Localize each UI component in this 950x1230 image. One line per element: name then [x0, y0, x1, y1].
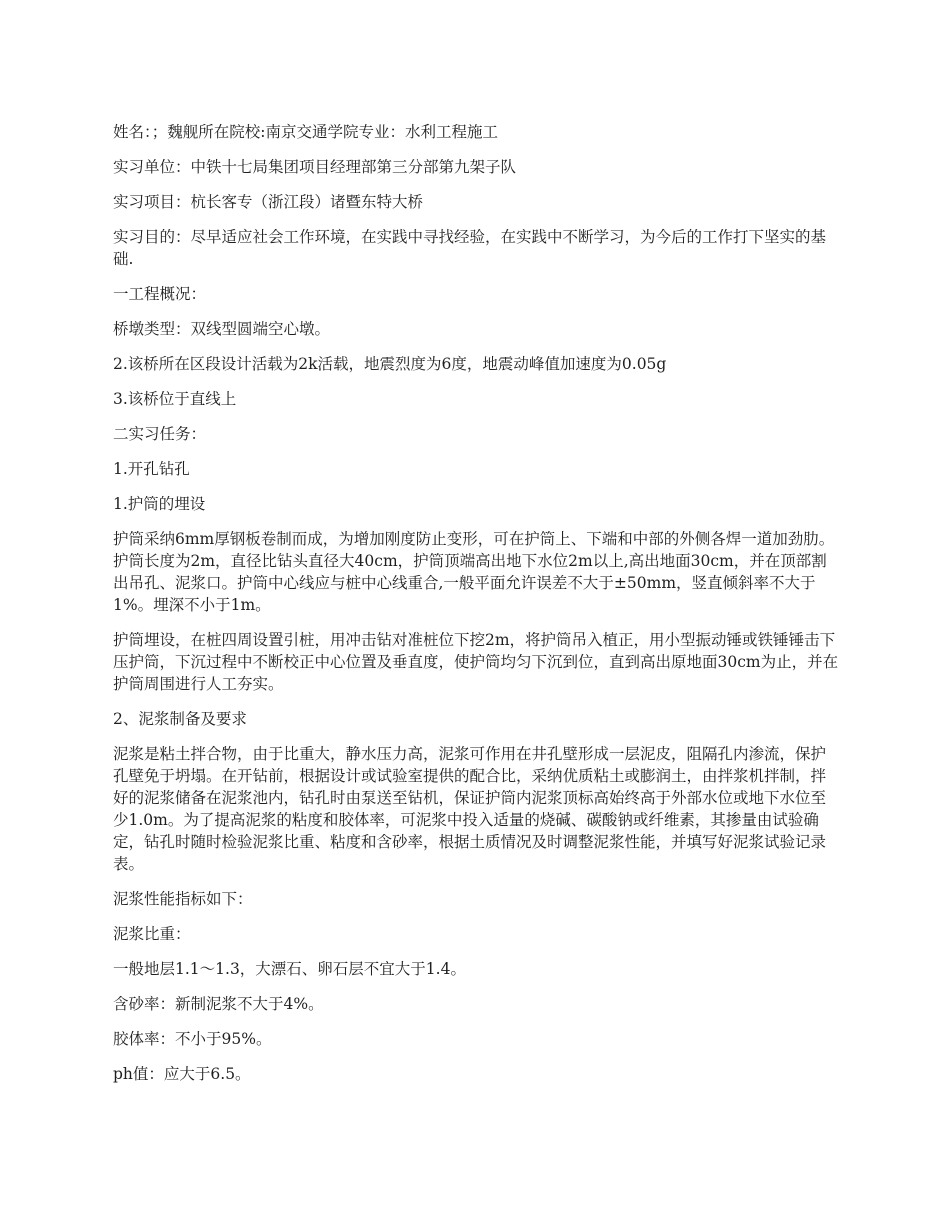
document-page: [113, 121, 840, 1098]
subheading-mud: 2、泥浆制备及要求: [113, 710, 247, 728]
colloid-rate-line: 胶体率：不小于95%。: [113, 1030, 272, 1048]
design-load-line: 2.该桥所在区段设计活载为2k活载，地震烈度为6度，地震动峰值加速度为0.05g: [113, 355, 667, 373]
ph-value-line: ph值：应大于6.5。: [113, 1065, 251, 1083]
section-heading-tasks: 二实习任务：: [113, 425, 207, 443]
casing-spec-paragraph: 护筒采纳6mm厚钢板卷制而成，为增加刚度防止变形，可在护筒上、下端和中部的外侧各焊一道加劲肋。护筒长度为2m，直径比钻头直径大40cm，护筒顶端高出地下水位2m以上,高出地面30cm，并在顶部割出吊孔、泥浆口。护筒中心线应与桩中心线重合,一般平面允许误差不大于±50mm，竖直倾斜率不大于1%。埋深不小于1m。: [113, 530, 835, 614]
mud-description-paragraph: 泥浆是粘土拌合物，由于比重大，静水压力高，泥浆可作用在井孔壁形成一层泥皮，阻隔孔内渗流，保护孔壁免于坍塌。在开钻前，根据设计或试验室提供的配合比，采纳优质粘土或膨润土，由拌浆机拌制，拌好的泥浆储备在泥浆池内，钻孔时由泵送至钻机，保证护筒内泥浆顶标高始终高于外部水位或地下水位至少1.0m。为了提高泥浆的粘度和胶体率，可泥浆中投入适量的烧碱、碳酸钠或纤维素，其掺量由试验确定，钻孔时随时检验泥浆比重、粘度和含砂率，根据土质情况及时调整泥浆性能，并填写好泥浆试验记录表。: [113, 745, 827, 873]
alignment-line: 3.该桥位于直线上: [113, 390, 237, 408]
casing-install-paragraph: 护筒埋设，在桩四周设置引桩，用冲击钻对准桩位下挖2m，将护筒吊入植正，用小型振动锤或铁锤锤击下压护筒，下沉过程中不断校正中心位置及垂直度，使护筒均匀下沉到位，直到高出原地面30cm为止，并在护筒周围进行人工夯实。: [113, 631, 839, 693]
sand-content-line: 含砂率：新制泥浆不大于4%。: [113, 995, 324, 1013]
mud-indicators-heading: 泥浆性能指标如下：: [113, 890, 253, 908]
student-info-line: 姓名：；魏舰所在院校:南京交通学院专业：水利工程施工: [113, 123, 498, 141]
internship-unit-line: 实习单位：中铁十七局集团项目经理部第三分部第九架子队: [113, 158, 517, 176]
mud-density-label: 泥浆比重：: [113, 925, 191, 943]
pier-type-line: 桥墩类型：双线型圆端空心墩。: [113, 320, 331, 338]
subheading-drilling: 1.开孔钻孔: [113, 460, 190, 478]
internship-project-line: 实习项目：杭长客专（浙江段）诸暨东特大桥: [113, 193, 424, 211]
internship-purpose-paragraph: 实习目的：尽早适应社会工作环境，在实践中寻找经验，在实践中不断学习，为今后的工作打下坚实的基础.: [113, 228, 827, 268]
section-heading-project-overview: 一工程概况：: [113, 285, 207, 303]
subheading-casing: 1.护筒的埋设: [113, 495, 206, 513]
mud-density-value: 一般地层1.1～1.3，大漂石、卵石层不宜大于1.4。: [113, 960, 466, 978]
